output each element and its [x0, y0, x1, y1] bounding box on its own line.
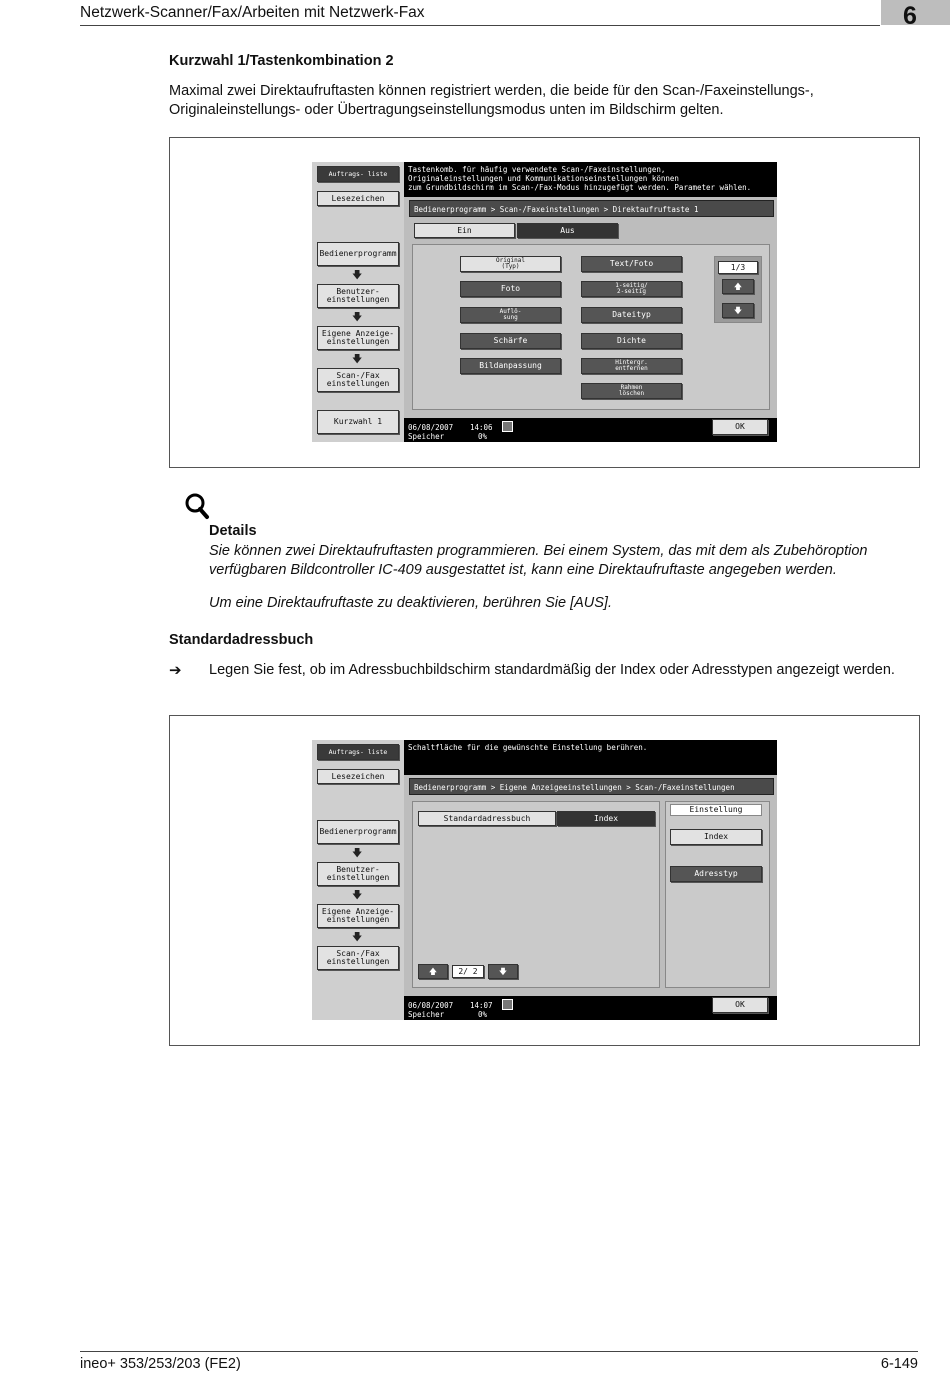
option-panel-title: Einstellung	[670, 804, 762, 816]
standard-addressbook-item[interactable]: Standardadressbuch	[418, 811, 556, 826]
resolution-button[interactable]: Auflö- sung	[460, 307, 561, 323]
memory-value: 0%	[478, 1010, 488, 1019]
down-arrow-icon: 🡇	[352, 270, 363, 281]
original-type-button[interactable]: Original (Typ)	[460, 256, 561, 272]
address-type-option-button[interactable]: Adresstyp	[670, 866, 762, 882]
section-heading-kurzwahl: Kurzwahl 1/Tastenkombination 2	[169, 53, 394, 69]
photo-button[interactable]: Foto	[460, 281, 561, 297]
details-text-1: Sie können zwei Direktaufruftasten programmieren. Bei einem System, das mit dem als Zubehöroption verfügbaren Bildcontroller IC-409 ausgestattet ist, kann eine Direktaufruftaste angegeben werden.	[209, 543, 868, 578]
footer-product: ineo+ 353/253/203 (FE2)	[80, 1356, 241, 1372]
details-heading: Details	[209, 523, 257, 539]
bookmark-button[interactable]: Lesezeichen	[317, 769, 399, 784]
memory-label: Speicher	[408, 1010, 445, 1019]
job-list-button[interactable]: Auftrags- liste	[317, 166, 399, 182]
page-up-icon[interactable]: 🡅	[418, 964, 448, 979]
panel-screen-shortcut	[312, 162, 777, 442]
user-settings-nav-button[interactable]: Benutzer- einstellungen	[317, 284, 399, 308]
status-time: 14:06	[470, 423, 493, 432]
down-arrow-icon: 🡇	[352, 312, 363, 323]
density-button[interactable]: Dichte	[581, 333, 682, 349]
screen-breadcrumb: Bedienerprogramm > Eigene Anzeigeeinstellungen > Scan-/Faxeinstellungen	[409, 778, 774, 795]
memory-label: Speicher	[408, 432, 445, 441]
network-icon	[502, 999, 513, 1010]
background-removal-button[interactable]: Hintergr. entfernen	[581, 358, 682, 374]
job-list-button[interactable]: Auftrags- liste	[317, 744, 399, 760]
footer-page-number: 6-149	[880, 1356, 918, 1372]
admin-nav-button[interactable]: Bedienerprogramm	[317, 242, 399, 266]
status-time: 14:07	[470, 1001, 493, 1010]
on-button[interactable]: Ein	[414, 223, 515, 238]
duplex-button[interactable]: 1-seitig/ 2-seitig	[581, 281, 682, 297]
ok-button[interactable]: OK	[712, 419, 768, 435]
scanfax-settings-nav-button[interactable]: Scan-/Fax einstellungen	[317, 946, 399, 970]
text-photo-button[interactable]: Text/Foto	[581, 256, 682, 272]
image-adjust-button[interactable]: Bildanpassung	[460, 358, 561, 374]
status-date: 06/08/2007	[408, 423, 454, 432]
screen-breadcrumb: Bedienerprogramm > Scan-/Faxeinstellungen > Direktaufruftaste 1	[409, 200, 774, 217]
down-arrow-icon: 🡇	[352, 354, 363, 365]
section-paragraph-kurzwahl: Maximal zwei Direktaufruftasten können registriert werden, die beide für den Scan-/Faxeinstellungs-, Originaleinstellungs- oder Übertragungseinstellungsmodus unten im Bildschirm gelten.	[169, 83, 814, 118]
page-indicator: 1/3	[718, 261, 758, 274]
magnifier-icon	[184, 492, 210, 525]
user-settings-nav-button[interactable]: Benutzer- einstellungen	[317, 862, 399, 886]
step-arrow-icon: ➔	[169, 662, 182, 679]
file-type-button[interactable]: Dateityp	[581, 307, 682, 323]
page-indicator: 2/ 2	[452, 965, 484, 978]
down-arrow-icon: 🡇	[352, 848, 363, 859]
section-heading-addressbook: Standardadressbuch	[169, 632, 314, 648]
details-text-2: Um eine Direktaufruftaste zu deaktivieren, berühren Sie [AUS].	[209, 595, 612, 611]
bookmark-button[interactable]: Lesezeichen	[317, 191, 399, 206]
standard-addressbook-value: Index	[557, 811, 655, 826]
display-settings-nav-button[interactable]: Eigene Anzeige- einstellungen	[317, 326, 399, 350]
scanfax-settings-nav-button[interactable]: Scan-/Fax einstellungen	[317, 368, 399, 392]
figure-screen-1	[169, 137, 920, 468]
down-arrow-icon: 🡇	[352, 932, 363, 943]
admin-nav-button[interactable]: Bedienerprogramm	[317, 820, 399, 844]
setting-list-panel	[412, 801, 660, 988]
shortcut-nav-button[interactable]: Kurzwahl 1	[317, 410, 399, 434]
screen-message: Tastenkomb. für häufig verwendete Scan-/Faxeinstellungen, Originaleinstellungen und Kommunikationseinstellungen können zum Grundbildschirm im Scan-/Fax-Modus hinzugefügt werden. Parameter wählen.	[404, 162, 777, 197]
ok-button[interactable]: OK	[712, 997, 768, 1013]
network-icon	[502, 421, 513, 432]
off-button[interactable]: Aus	[517, 223, 618, 238]
page-up-icon[interactable]: 🡅	[722, 279, 754, 294]
header-rule	[80, 25, 880, 26]
frame-erase-button[interactable]: Rahmen löschen	[581, 383, 682, 399]
status-date: 06/08/2007	[408, 1001, 454, 1010]
index-option-button[interactable]: Index	[670, 829, 762, 845]
page-down-icon[interactable]: 🡇	[722, 303, 754, 318]
sharpness-button[interactable]: Schärfe	[460, 333, 561, 349]
page-down-icon[interactable]: 🡇	[488, 964, 518, 979]
figure-screen-2	[169, 715, 920, 1046]
panel-screen-addressbook	[312, 740, 777, 1020]
running-header: Netzwerk-Scanner/Fax/Arbeiten mit Netzwerk-Fax	[80, 4, 425, 21]
chapter-number: 6	[903, 2, 917, 30]
screen-message: Schaltfläche für die gewünschte Einstellung berühren.	[404, 740, 777, 775]
down-arrow-icon: 🡇	[352, 890, 363, 901]
footer-rule	[80, 1351, 918, 1352]
display-settings-nav-button[interactable]: Eigene Anzeige- einstellungen	[317, 904, 399, 928]
memory-value: 0%	[478, 432, 488, 441]
step-text: Legen Sie fest, ob im Adressbuchbildschirm standardmäßig der Index oder Adresstypen angezeigt werden.	[209, 662, 895, 678]
